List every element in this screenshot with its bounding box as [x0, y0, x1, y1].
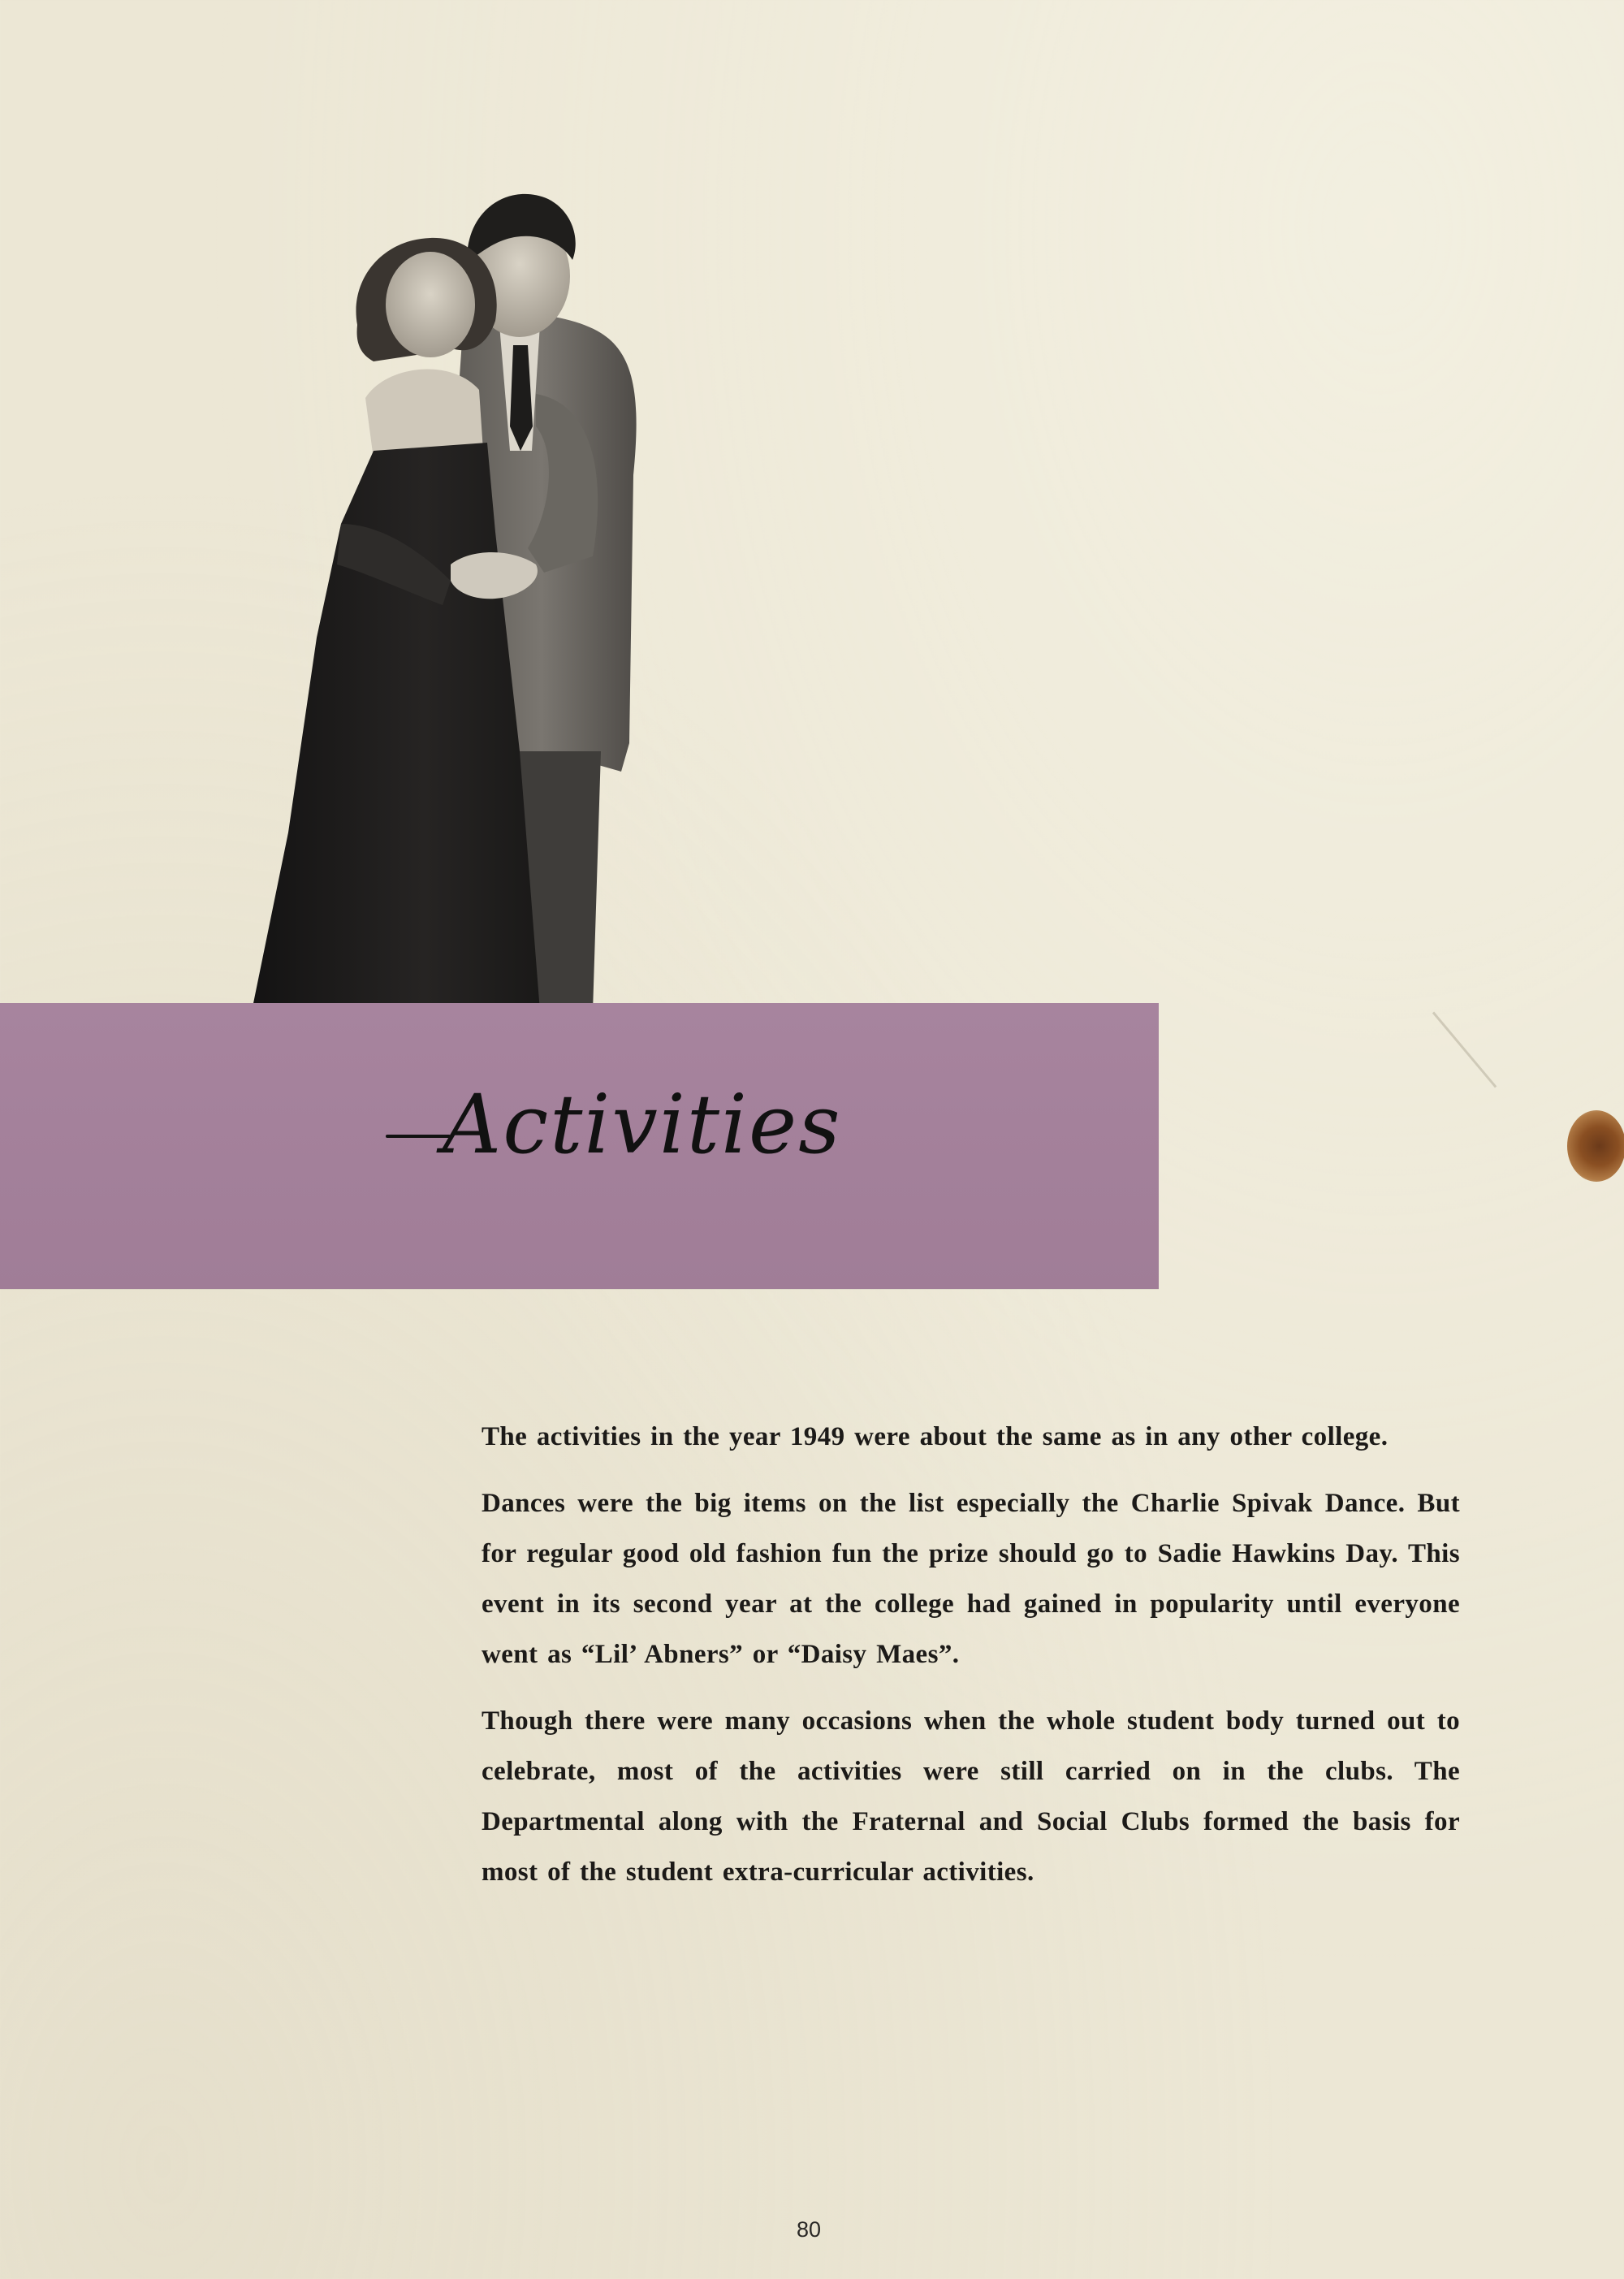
- paragraph: Dances were the big items on the list especially the Charlie Spivak Dance. But for regular good old fashion fun the prize should go to Sadie Hawkins Day. This event in its second year at the college had gained in popularity until everyone went as “Lil’ Abners” or “Daisy Maes”.: [482, 1489, 1460, 1669]
- paragraph: The activities in the year 1949 were about the same as in any other college.: [482, 1422, 1389, 1451]
- page-scuff: [1432, 1012, 1497, 1088]
- page-number: 80: [796, 2217, 822, 2242]
- section-title: [386, 1077, 842, 1172]
- paragraph: Though there were many occasions when the whole student body turned out to celebrate, most of the activities were still carried on in the clubs. The Departmental along with the Fraternal and Social Clubs formed the basis for most of the student extra-curricular activities.: [482, 1706, 1460, 1887]
- couple-photo: [252, 183, 731, 1011]
- section-title-text: Activities: [443, 1077, 842, 1172]
- title-swash: [386, 1135, 451, 1138]
- page-stain: [1567, 1110, 1624, 1182]
- body-text: [482, 1412, 1460, 1914]
